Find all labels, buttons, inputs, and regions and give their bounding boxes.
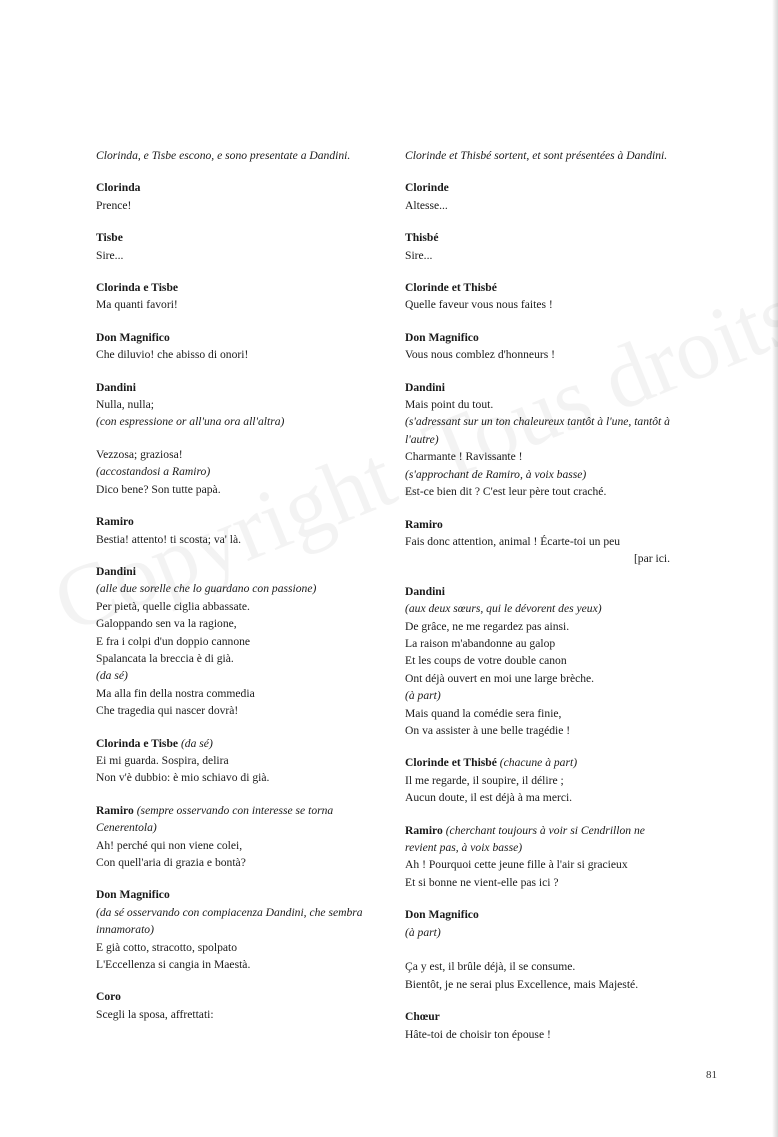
speaker-name: Clorinda e Tisbe bbox=[96, 281, 179, 295]
verse-line: Fais donc attention, animal ! Écarte-toi un peu bbox=[405, 534, 621, 548]
speaker-line bbox=[96, 735, 364, 752]
speaker-name: Don Magnifico bbox=[405, 908, 479, 922]
stage-direction: (cherchant toujours à voir si Cendrillon ne revient pas, à voix basse) bbox=[405, 823, 645, 854]
dialogue-block bbox=[405, 147, 670, 164]
speaker-name: Thisbé bbox=[405, 231, 439, 245]
speaker-name: Don Magnifico bbox=[96, 330, 170, 344]
verse-line: Scegli la sposa, affrettati: bbox=[96, 1007, 214, 1021]
speaker-line bbox=[405, 516, 670, 533]
dialogue-block bbox=[96, 279, 364, 314]
dialogue-block bbox=[405, 229, 670, 264]
page-number: 81 bbox=[706, 1069, 717, 1081]
verse-line: Hâte-toi de choisir ton épouse ! bbox=[405, 1027, 551, 1041]
dialogue-block bbox=[405, 279, 670, 314]
speaker-line bbox=[96, 886, 364, 903]
verse-line: Ma quanti favori! bbox=[96, 298, 178, 312]
speaker-name: Ramiro bbox=[96, 803, 134, 817]
speaker-name: Don Magnifico bbox=[96, 888, 170, 902]
verse-line: Bestia! attento! ti scosta; va' là. bbox=[96, 532, 242, 546]
speaker-name: Dandini bbox=[96, 380, 136, 394]
verse-line: La raison m'abandonne au galop bbox=[405, 636, 556, 650]
verse-line: Est-ce bien dit ? C'est leur père tout craché. bbox=[405, 485, 607, 499]
stage-direction: (chacune à part) bbox=[496, 756, 578, 770]
verse-line: Che tragedia qui nascer dovrà! bbox=[96, 704, 239, 718]
verse-line: Et les coups de votre double canon bbox=[405, 654, 567, 668]
dialogue-block bbox=[96, 563, 364, 720]
verse-line: Charmante ! Ravissante ! bbox=[405, 450, 523, 464]
verse-line: Mais quand la comédie sera finie, bbox=[405, 706, 562, 720]
speaker-line bbox=[96, 379, 364, 396]
stage-direction: (à part) bbox=[405, 689, 441, 703]
dialogue-block bbox=[96, 513, 364, 548]
speaker-line bbox=[96, 279, 364, 296]
dialogue-block bbox=[96, 988, 364, 1023]
dialogue-block bbox=[405, 754, 670, 806]
stage-direction: (à part) bbox=[405, 925, 441, 939]
speaker-name: Clorinde et Thisbé bbox=[405, 756, 497, 770]
verse-line: Il me regarde, il soupire, il délire ; bbox=[405, 773, 564, 787]
dialogue-block bbox=[405, 583, 670, 740]
dialogue-block bbox=[96, 147, 364, 164]
speaker-name: Dandini bbox=[405, 584, 445, 598]
verse-line: E già cotto, stracotto, spolpato bbox=[96, 940, 238, 954]
speaker-line bbox=[405, 583, 670, 600]
french-column bbox=[405, 147, 670, 1058]
speaker-line bbox=[405, 229, 670, 246]
stage-direction: (s'approchant de Ramiro, à voix basse) bbox=[405, 467, 587, 481]
verse-continuation: [par ici. bbox=[633, 552, 670, 566]
verse-line: Ma alla fin della nostra commedia bbox=[96, 686, 255, 700]
verse-line: On va assister à une belle tragédie ! bbox=[405, 723, 571, 737]
speaker-line bbox=[405, 754, 670, 771]
verse-line: Nulla, nulla; bbox=[96, 398, 154, 412]
speaker-line bbox=[96, 513, 364, 530]
dialogue-block bbox=[405, 516, 670, 568]
speaker-name: Clorinda bbox=[96, 181, 141, 195]
speaker-name: Clorinde bbox=[405, 181, 449, 195]
verse-line: Ça y est, il brûle déjà, il se consume. bbox=[405, 960, 576, 974]
speaker-name: Don Magnifico bbox=[405, 330, 479, 344]
verse-line bbox=[405, 941, 670, 958]
verse-line: Dico bene? Son tutte papà. bbox=[96, 482, 221, 496]
verse-line: Mais point du tout. bbox=[405, 398, 494, 412]
speaker-line bbox=[405, 906, 670, 923]
speaker-name: Tisbe bbox=[96, 231, 123, 245]
verse-line: De grâce, ne me regardez pas ainsi. bbox=[405, 619, 570, 633]
verse-line: Ah! perché qui non viene colei, bbox=[96, 838, 243, 852]
page-edge bbox=[772, 0, 778, 1137]
speaker-line bbox=[405, 1008, 670, 1025]
stage-direction: (da sé osservando con compiacenza Dandini, che sembra innamorato) bbox=[96, 905, 363, 937]
verse-line: Et si bonne ne vient-elle pas ici ? bbox=[405, 875, 559, 889]
speaker-name: Clorinde et Thisbé bbox=[405, 281, 497, 295]
dialogue-block bbox=[96, 229, 364, 264]
speaker-name: Chœur bbox=[405, 1010, 440, 1024]
speaker-line bbox=[405, 379, 670, 396]
speaker-line bbox=[96, 802, 364, 837]
verse-line: Aucun doute, il est déjà à ma merci. bbox=[405, 791, 573, 805]
speaker-line bbox=[96, 563, 364, 580]
dialogue-block bbox=[96, 446, 364, 498]
italian-column bbox=[96, 147, 364, 1038]
speaker-line bbox=[405, 329, 670, 346]
verse-line: Spalancata la breccia è di già. bbox=[96, 651, 234, 665]
dialogue-block bbox=[405, 822, 670, 892]
dialogue-block bbox=[96, 886, 364, 973]
verse-line: Vezzosa; graziosa! bbox=[96, 447, 183, 461]
verse-line: Con quell'aria di grazia e bontà? bbox=[96, 856, 246, 869]
stage-direction: (accostandosi a Ramiro) bbox=[96, 465, 211, 479]
speaker-line bbox=[96, 988, 364, 1005]
dialogue-block bbox=[405, 179, 670, 214]
stage-direction: (sempre osservando con interesse se torna Cenerentola) bbox=[96, 803, 334, 835]
speaker-line bbox=[405, 179, 670, 196]
dialogue-block bbox=[405, 379, 670, 501]
dialogue-block bbox=[405, 329, 670, 364]
verse-line: Quelle faveur vous nous faites ! bbox=[405, 298, 553, 312]
verse-line: Sire... bbox=[96, 248, 124, 262]
speaker-name: Ramiro bbox=[405, 823, 443, 837]
dialogue-block bbox=[96, 379, 364, 431]
speaker-name: Dandini bbox=[96, 564, 136, 578]
stage-direction: (aux deux sœurs, qui le dévorent des yeux) bbox=[405, 602, 602, 616]
speaker-name: Coro bbox=[96, 990, 121, 1004]
stage-direction: (s'adressant sur un ton chaleureux tantôt à l'une, tantôt à l'autre) bbox=[405, 415, 670, 446]
speaker-line bbox=[96, 179, 364, 196]
verse-line: Che diluvio! che abisso di onori! bbox=[96, 348, 249, 362]
verse-line: Sire... bbox=[405, 248, 433, 262]
dialogue-block bbox=[96, 329, 364, 364]
dialogue-block bbox=[96, 735, 364, 787]
verse-line: Per pietà, quelle ciglia abbassate. bbox=[96, 599, 250, 613]
dialogue-block bbox=[405, 1008, 670, 1043]
speaker-name: Ramiro bbox=[405, 517, 443, 531]
dialogue-block bbox=[405, 906, 670, 993]
speaker-line bbox=[96, 329, 364, 346]
speaker-line bbox=[405, 279, 670, 296]
verse-line: Vous nous comblez d'honneurs ! bbox=[405, 348, 555, 362]
speaker-name: Dandini bbox=[405, 380, 445, 394]
stage-direction: (con espressione or all'una ora all'altra) bbox=[96, 415, 285, 429]
verse-line: Ont déjà ouvert en moi une large brèche. bbox=[405, 671, 595, 685]
speaker-name: Clorinda e Tisbe bbox=[96, 736, 179, 750]
dialogue-block bbox=[96, 179, 364, 214]
verse-line: Bientôt, je ne serai plus Excellence, mais Majesté. bbox=[405, 977, 639, 991]
speaker-line bbox=[96, 229, 364, 246]
stage-direction: Clorinda, e Tisbe escono, e sono presentate a Dandini. bbox=[96, 149, 351, 162]
verse-line: Altesse... bbox=[405, 198, 448, 212]
verse-line: Non v'è dubbio: è mio schiavo di già. bbox=[96, 771, 270, 785]
stage-direction: (alle due sorelle che lo guardano con passione) bbox=[96, 582, 317, 596]
verse-line: L'Eccellenza si cangia in Maestà. bbox=[96, 958, 251, 972]
stage-direction: Clorinde et Thisbé sortent, et sont présentées à Dandini. bbox=[405, 149, 668, 162]
speaker-line bbox=[405, 822, 670, 857]
speaker-name: Ramiro bbox=[96, 515, 134, 529]
verse-line: Prence! bbox=[96, 198, 132, 212]
dialogue-block bbox=[96, 802, 364, 872]
stage-direction: (da sé) bbox=[96, 669, 128, 683]
stage-direction: (da sé) bbox=[178, 736, 213, 750]
verse-line: E fra i colpi d'un doppio cannone bbox=[96, 634, 251, 648]
verse-line: Ah ! Pourquoi cette jeune fille à l'air si gracieux bbox=[405, 858, 628, 872]
verse-line: Ei mi guarda. Sospira, delira bbox=[96, 753, 229, 767]
verse-line: Galoppando sen va la ragione, bbox=[96, 617, 237, 631]
